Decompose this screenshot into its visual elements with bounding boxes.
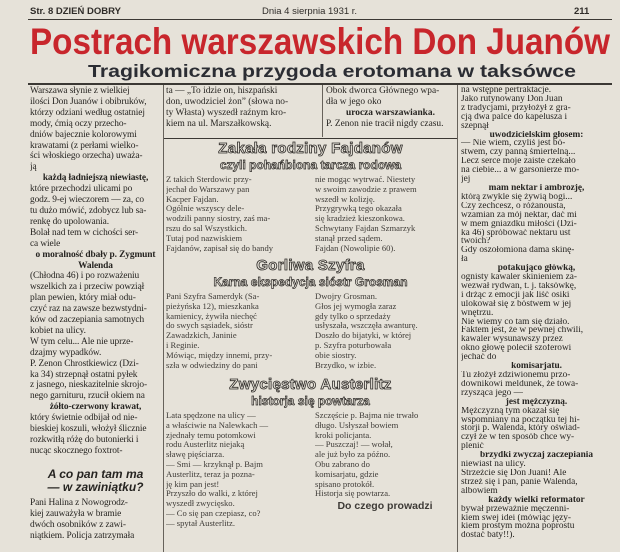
text-line: na ciebie... a w garsonierze mo- [461, 166, 580, 176]
text-line: ty Własta) wyszedł raźnym kro- [166, 108, 287, 118]
text-line: ją [30, 162, 37, 173]
headline [28, 19, 614, 60]
side-article [166, 376, 455, 529]
text-line: dniów bajecznie kolorowymi [30, 129, 137, 140]
text-line: szła w odwiedziny do pani [166, 360, 258, 370]
text-line: kiem prostym można poprostu [461, 522, 575, 532]
text-line: Doszło do bijatyki, w której [315, 331, 412, 341]
side-article-heading: Zakała rodziny Fajdanów [218, 140, 403, 157]
text-line: Warszawa słynie z wielkiej [30, 86, 130, 96]
text-line: obie siostry. [315, 350, 357, 360]
side-article-subheading: czyli pohańbiona tarcza rodowa [219, 158, 402, 172]
text-line: cją dwa palce do kapelusza i [461, 112, 568, 122]
subheadline-text: Tragikomiczna przygoda erotomana w taksówce [88, 61, 577, 81]
text-line: P. Zenon nie tracił nigdy czasu. [326, 119, 444, 129]
issue-date: Dnia 4 sierpnia 1931 r. [262, 6, 358, 17]
text-line: kiem na ul. Marszałkowską. [166, 119, 272, 129]
text-line: Mówiąc, między innemi, przy- [166, 350, 273, 360]
side-article-heading: Gorliwa Szyfra [256, 257, 365, 274]
emphasis-line: Walenda [78, 260, 113, 271]
text-line: Obok dworca Głównego wpa- [326, 86, 440, 96]
subheadline [86, 60, 580, 82]
text-line: Historja się powtarza. [315, 489, 391, 499]
text-line: — Co się pan czepiasz, co? [166, 508, 261, 518]
side-article-body [166, 292, 455, 370]
text-line: jechał do Warszawy pan [166, 184, 250, 194]
article-column-1 [30, 86, 161, 457]
text-line: z tradycjami, przyłożył z gra- [461, 103, 571, 113]
side-article-column [315, 175, 455, 253]
sheet-number: 211 [574, 6, 590, 17]
headline-text: Postrach warszawskich Don Juanów [30, 21, 611, 60]
section-heading-line: A co pan tam ma [47, 467, 144, 481]
text-line: Przyszło do walki, z której [166, 489, 258, 499]
text-line: Strzeżcie się Don Juani! Ale [461, 468, 567, 478]
section-text [30, 498, 161, 542]
emphasis-line: brzydki zwyczaj zaczepiania [479, 451, 594, 461]
text-line: wyszedł zwycięsko. [166, 499, 235, 509]
text-line: wzamian za mój nektar, dać mi [461, 210, 577, 220]
text-line: stanął przed sądem. [315, 233, 383, 243]
text-line: z jasnego, nieskazitelnie skrojo- [30, 380, 147, 391]
article-column-4 [461, 86, 612, 540]
side-article-body [166, 411, 455, 529]
text-line: Faktem jest, że w pewnej chwili, [461, 326, 584, 336]
text-line: pieżyńska 12), mieszkanka [166, 301, 259, 311]
text-line: nie mogąc wytrwać. Niestety [315, 175, 416, 184]
section-heading: Do czego prowadzi [337, 500, 433, 513]
article-column-3 [326, 86, 455, 130]
text-line: Nie wiemy co tam się działo. [461, 317, 570, 327]
side-article-heading: Zwycięstwo Austerlitz [229, 376, 392, 393]
text-line: nucąc skocznego foxtrot- [30, 445, 123, 456]
text-line: wodzili panny siostry, zaś ma- [166, 214, 271, 224]
text-line: tu dużo mówić, zdobycz lub sa- [30, 205, 147, 216]
side-article [166, 257, 455, 370]
text-line: Czy zechcesz, o różanousta, [461, 201, 566, 211]
text-line: twoich? [461, 237, 491, 247]
text-line: Głos jej wymogła zaraz [315, 301, 397, 311]
text-line: Pani Halina z Nowogrodz- [30, 498, 128, 508]
text-line: Obu zabrano do [315, 459, 370, 469]
text-line: rszu do sal Wszystkich. [166, 223, 247, 233]
text-line: ale już było za późno. [315, 450, 391, 460]
side-article-column [166, 292, 306, 370]
text-line: ca wiele [30, 238, 61, 249]
emphasis-line: urocza warszawianka. [346, 108, 435, 118]
text-line: plenić [461, 442, 484, 452]
side-article-column [166, 175, 306, 253]
emphasis-line: komisarjatu. [511, 362, 562, 371]
side-article-subheading: Karna ekspedycja sióstr Grosman [213, 275, 408, 289]
column-rule [322, 85, 323, 137]
emphasis-line: potakująco główką, [497, 264, 576, 274]
text-line: dzajmy wypadków. [30, 347, 102, 358]
text-line: Gdy oszołomiona dama skinę- [461, 246, 575, 256]
text-line: się kradzież kieszonkowa. [315, 214, 405, 224]
text-line: stwem, czy panną śmiertelną... [461, 148, 576, 158]
text-line: którą zwykle się żywią bogi... [461, 192, 573, 202]
side-article-column [166, 411, 306, 529]
text-line: dła w jego oko [326, 97, 382, 107]
article-column-2 [166, 86, 319, 130]
text-line: don, uwodziciel żon” (słowa no- [166, 97, 289, 107]
text-line: ka 46) spróbować nektaru ust [461, 228, 571, 238]
text-line: czyć raz na zawsze bezwstydni- [30, 304, 147, 315]
text-line: sławę pięściarza. [166, 450, 225, 460]
side-article-body [166, 175, 455, 253]
side-article-column [315, 411, 455, 529]
text-line: krawatami (z perłami wielko- [30, 140, 139, 151]
text-line: bywał przeważnie męczenni- [461, 504, 570, 514]
text-line: nego garnituru, rzucił okiem na [30, 391, 145, 402]
text-line: Tu złożył zdziwionemu przo- [461, 371, 571, 380]
text-line: downikowi meldunek, że towa- [461, 379, 579, 389]
text-line: spisano protokół. [315, 479, 375, 489]
text-line: rodu Austerlitz niejaką [166, 440, 245, 450]
text-line: ka 34) strzepnął ostatni pyłek [30, 369, 138, 380]
text-line: Szczęście p. Bajma nie trwało [315, 411, 419, 420]
text-line: kawaler wysunawszy przez [461, 335, 563, 345]
text-line: renkę do upolowania. [30, 216, 109, 227]
emphasis-line: każdy wielki reformator [488, 495, 585, 505]
text-line: wspomniany na początku tej hi- [461, 415, 580, 425]
text-line: Lecz serce moje zaiste czekało [461, 157, 576, 167]
text-line: kiej zauważyła w bramie [30, 508, 122, 519]
text-line: P. Zenon Chrostkiewicz (Dzi- [30, 358, 139, 369]
text-line: i drżąc z emocji jak liść osiki [461, 290, 570, 300]
side-article-column [315, 292, 455, 370]
headline-rule [28, 83, 612, 85]
text-line: Schwytany Fajdan Szmarzyk [315, 223, 416, 233]
text-line: ków od zaczepiania samotnych [30, 315, 145, 326]
text-line: jechać do [461, 353, 497, 363]
text-line: Dwojry Grosman. [315, 292, 378, 301]
text-line: Bolał nad tem w cichości ser- [30, 227, 139, 238]
text-line: Jako rutynowany Don Juan [461, 94, 563, 104]
text-line: bieskiej koszuli, włożył ślicznie [30, 424, 147, 435]
text-line: kroki policjanta. [315, 430, 372, 440]
text-line: ła [461, 255, 468, 265]
column-rule [457, 85, 458, 552]
text-line: okno głowę polecił szoferowi [461, 344, 572, 354]
text-line: które przechodzi ulicami po [30, 184, 133, 195]
text-line: Mężczyzną tym okazał się [461, 406, 560, 416]
text-line: wszedł w kolizję. [315, 194, 375, 204]
text-line: na wstępne pertraktacje. [461, 86, 552, 95]
text-line: dostać baty!!). [461, 531, 515, 541]
text-line: ulokował się z bóstwem w jej [461, 299, 572, 309]
emphasis-line: mam nektar i ambrozję, [488, 183, 585, 193]
text-line: mody, ćmią oczy przecho- [30, 118, 127, 129]
text-line: dwóch osobników z zawi- [30, 519, 126, 530]
text-line: kobiet na ulicy. [30, 325, 86, 336]
text-line: strzeż się i pan, panie Walenda, [461, 477, 578, 487]
text-line: Kacper Fajdan. [166, 194, 219, 204]
text-line: Brzydko, w izbie. [315, 360, 377, 370]
text-line: Lata spędzone na ulicy — [166, 411, 256, 420]
text-line: gdy tylko o sprzedaży [315, 311, 391, 321]
side-article-subheading: historja się powtarza [251, 394, 370, 408]
section-heading [30, 468, 161, 494]
text-line: kamienicy, żywiła niechęć [166, 311, 257, 321]
text-line: ję kim pan jest! [166, 479, 220, 489]
text-line: wszelkich za i przeciw powziął [30, 282, 145, 293]
text-line: kiem swej idei (mówiąc języ- [461, 513, 571, 523]
text-line: rzysząca jego — [461, 388, 523, 398]
text-line: — Smi — krzyknął p. Bajm [166, 459, 263, 469]
text-line: szepnął [461, 121, 489, 131]
side-article [166, 140, 455, 253]
text-line: wezwał rydwan, t. j. taksówkę, [461, 281, 577, 291]
text-line: zjednały temu potomkowi [166, 430, 256, 440]
text-line: — Nie wiem, czyliś jest bó- [461, 139, 566, 149]
emphasis-line: żółto-czerwony krawat, [49, 402, 142, 413]
text-line: Fajdanów, zapisał się do bandy [166, 243, 274, 253]
text-line: plan pewien, który miał odu- [30, 293, 136, 304]
column-rule [163, 85, 164, 552]
text-line: ta — „To idzie on, hiszpański [166, 86, 278, 96]
text-line: Fajdan (Nowolipie 60). [315, 243, 396, 253]
box-rule [164, 138, 457, 139]
text-line: w swoim zawodzie z prawem [315, 184, 417, 194]
emphasis-line: uwodzicielskim głosem: [489, 130, 584, 140]
text-line: komisarjatu, gdzie [315, 469, 379, 479]
text-line: — spytał Austerlitz. [166, 518, 235, 528]
text-line: i Reginie. [166, 340, 200, 350]
text-line: Austerlitz, teraz ja pozna- [166, 469, 255, 479]
text-line: rozkwitłą różę do butonierki i [30, 435, 139, 445]
text-line: Ogólnie wszyscy dele- [166, 204, 245, 214]
text-line: Przygrywką tego okazała [315, 204, 402, 214]
text-line: ilości Don Juanów i obibruków, [30, 96, 147, 107]
text-line: Z takich Sterdowic przy- [166, 175, 252, 184]
text-line: do swych sąsiadek, sióstr [166, 321, 253, 331]
text-line: którzy odziani według ostatniej [30, 107, 145, 118]
section-heading-line: — w zawiniątku? [47, 480, 144, 494]
emphasis-line: każdą ładniejszą niewiastę, [42, 173, 149, 184]
text-line: Pani Szyfra Samerdyk (Sa- [166, 292, 260, 301]
text-line: albowiem [461, 486, 498, 496]
text-line: ognisty kawaler skinieniem za- [461, 273, 577, 282]
text-line: niątkiem. Policja zatrzymała [30, 530, 135, 541]
text-line: w mem gniazdku miłości (Dzi- [461, 219, 577, 229]
text-line: godz. 9-ej wieczorem — za, co [30, 195, 144, 206]
text-line: który świetnie odbijał od nie- [30, 413, 138, 424]
text-line: jej [461, 175, 471, 184]
emphasis-line: o moralność dbały p. Zygmunt [35, 249, 156, 260]
text-line: storji p. Walenda, który oświad- [461, 424, 580, 434]
emphasis-line: jest mężczyzną. [505, 397, 568, 407]
text-line: — Puszczaj! — wołał, [315, 440, 393, 450]
text-line: (Chłodna 46) i po rozważeniu [30, 271, 140, 282]
text-line: niewiast na ulicy. [461, 460, 526, 469]
text-line: p. Szyfra poturbowała [315, 340, 392, 350]
text-line: Tutaj pod nazwiskiem [166, 233, 243, 243]
text-line: długo. Usłyszał bowiem [315, 420, 399, 430]
text-line: wnętrzu. [461, 308, 494, 318]
text-line: usłyszała, wszczęła awanturę. [315, 321, 418, 331]
text-line: Zawadzkich, Janinie [166, 331, 237, 341]
text-line: ści włoskiego orzecha) uważa- [30, 151, 143, 162]
page-number-and-title: Str. 8 DZIEŃ DOBRY [30, 6, 121, 17]
text-line: a właściwie na Nalewkach — [166, 420, 269, 430]
text-line: W tym celu... Ale nie uprze- [30, 336, 134, 347]
text-line: czył że w ten sposób chce wy- [461, 433, 575, 443]
